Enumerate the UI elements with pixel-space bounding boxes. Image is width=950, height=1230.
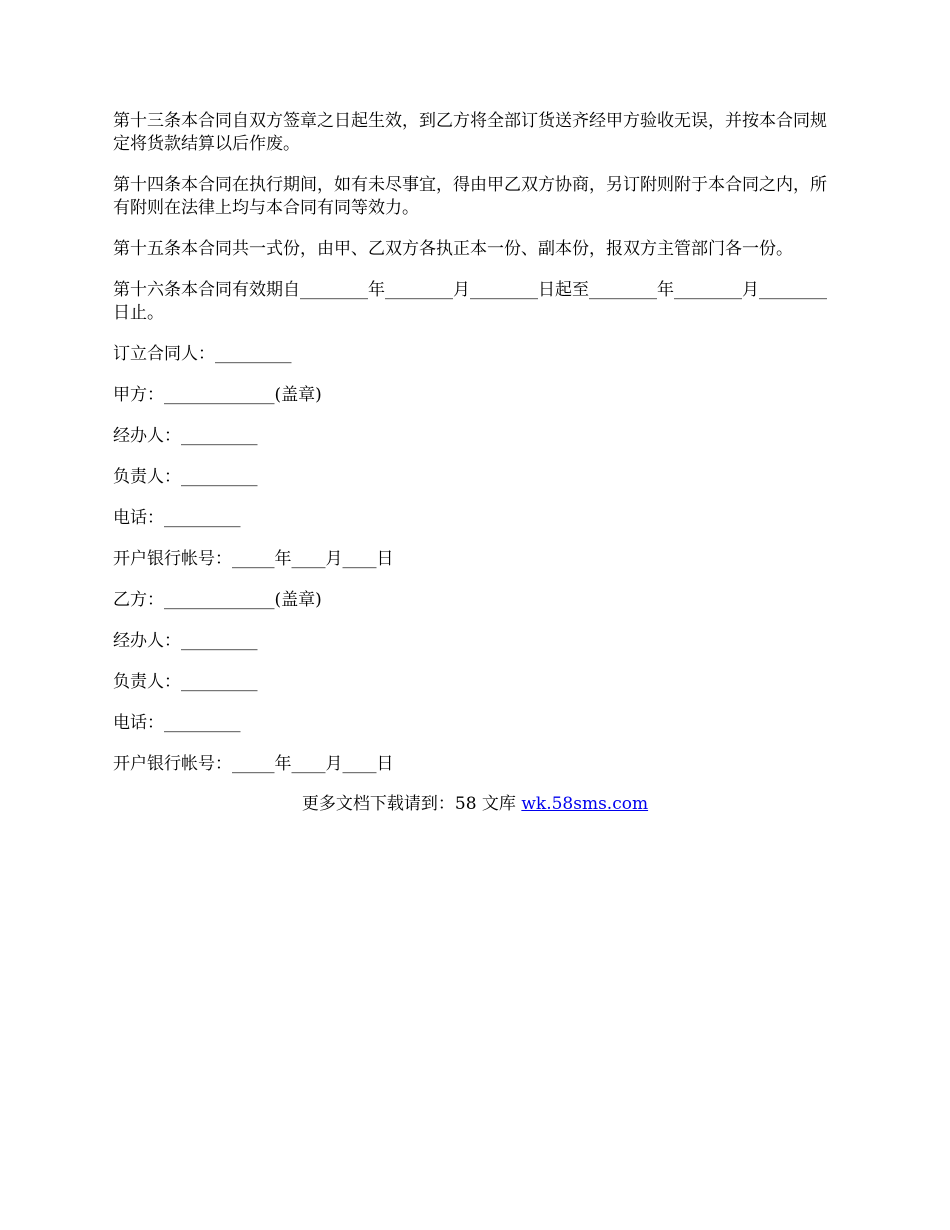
party-b-phone-line: 电话：_________ bbox=[113, 713, 241, 733]
party-b-bank-line: 开户银行帐号：_____年____月____日 bbox=[113, 754, 394, 774]
party-a-phone-line: 电话：_________ bbox=[113, 508, 241, 528]
contract-signer-line: 订立合同人：_________ bbox=[113, 344, 292, 364]
party-b-principal-line: 负责人：_________ bbox=[113, 672, 258, 692]
document-body bbox=[113, 110, 843, 794]
article-16: 第十六条本合同有效期自________年________月________日起至________年________月________日止。 bbox=[113, 280, 827, 323]
party-a-principal-line: 负责人：_________ bbox=[113, 467, 258, 487]
party-b-agent-line: 经办人：_________ bbox=[113, 631, 258, 651]
footer-text: 更多文档下载请到：58 文库 bbox=[301, 794, 522, 814]
footer bbox=[0, 793, 950, 816]
party-b-line: 乙方：_____________(盖章) bbox=[113, 590, 322, 610]
party-a-line: 甲方：_____________(盖章) bbox=[113, 385, 322, 405]
footer-link[interactable]: wk.58sms.com bbox=[521, 794, 649, 814]
party-a-bank-line: 开户银行帐号：_____年____月____日 bbox=[113, 549, 394, 569]
party-a-agent-line: 经办人：_________ bbox=[113, 426, 258, 446]
article-15: 第十五条本合同共一式份，由甲、乙双方各执正本一份、副本份，报双方主管部门各一份。 bbox=[113, 239, 793, 259]
article-14: 第十四条本合同在执行期间，如有未尽事宜，得由甲乙双方协商，另订附则附于本合同之内，所有附则在法律上均与本合同有同等效力。 bbox=[113, 175, 827, 218]
article-13: 第十三条本合同自双方签章之日起生效，到乙方将全部订货送齐经甲方验收无误，并按本合同规定将货款结算以后作废。 bbox=[113, 111, 827, 154]
